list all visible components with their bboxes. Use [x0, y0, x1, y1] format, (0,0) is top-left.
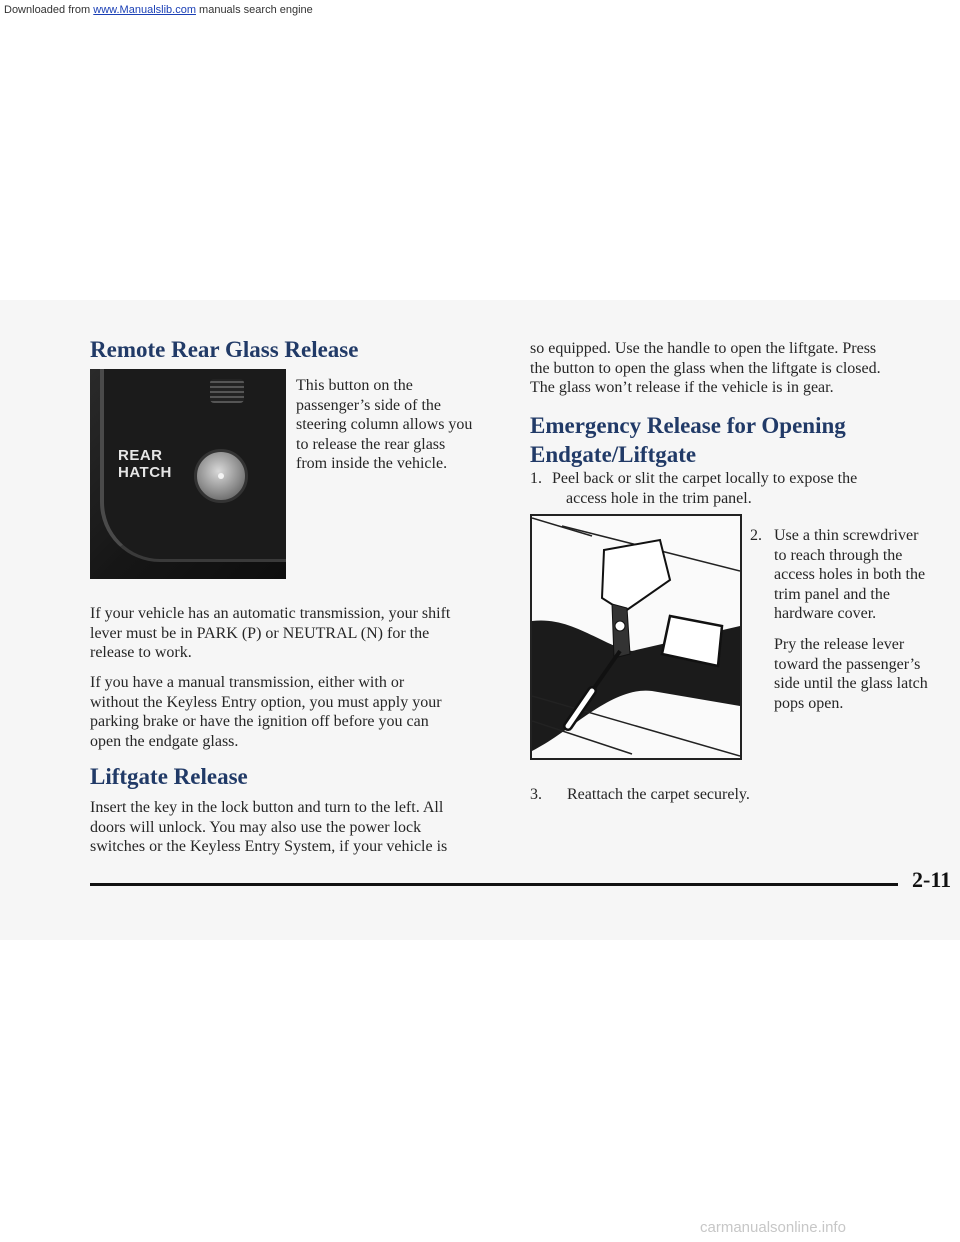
step-line: side until the glass latch — [774, 675, 928, 692]
page-number: 2-11 — [912, 867, 952, 892]
manual-transmission-paragraph — [90, 673, 442, 751]
manualslib-link[interactable]: www.Manualslib.com — [93, 4, 196, 16]
step-number: 2. — [750, 527, 762, 544]
step-3-text: Reattach the carpet securely. — [567, 786, 750, 803]
header-suffix: manuals search engine — [195, 4, 313, 16]
step-line: toward the passenger’s — [774, 655, 921, 673]
button-indicator-dot — [218, 473, 224, 479]
footer-watermark: carmanualsonline.info — [700, 1219, 846, 1236]
paragraph-line: If you have a manual transmission, either with or — [90, 674, 405, 691]
paragraph-line: parking brake or have the ignition off before you can — [90, 713, 429, 730]
heading-liftgate-release: Liftgate Release — [90, 764, 248, 789]
step-1-text — [552, 469, 857, 508]
paragraph-line: without the Keyless Entry option, you must apply your — [90, 693, 442, 711]
intro-line: from inside the vehicle. — [296, 455, 448, 472]
rear-hatch-label — [118, 447, 172, 481]
liftgate-release-paragraph — [90, 798, 447, 857]
step-line: Peel back or slit the carpet locally to expose the — [552, 470, 858, 487]
paragraph-line: lever must be in PARK (P) or NEUTRAL (N) for the — [90, 624, 430, 642]
step-line: Pry the release lever — [774, 636, 905, 653]
rear-hatch-label-line2: HATCH — [118, 464, 172, 481]
heading-line: Emergency Release for Opening — [530, 413, 846, 438]
header-prefix: Downloaded from — [4, 4, 94, 16]
step-line: to reach through the — [774, 546, 903, 564]
rear-glass-release-button — [194, 449, 248, 503]
footer-rule — [90, 883, 898, 886]
rear-hatch-button-photo — [90, 369, 286, 579]
intro-paragraph — [296, 376, 472, 474]
paragraph-line: switches or the Keyless Entry System, if your vehicle is — [90, 838, 448, 855]
download-header — [4, 4, 313, 16]
heading-remote-rear-glass-release: Remote Rear Glass Release — [90, 337, 359, 362]
step-2-continued-text — [774, 635, 928, 713]
step-line: access holes in both the — [774, 566, 926, 583]
step-line: Use a thin screwdriver — [774, 527, 919, 544]
intro-line: steering column allows you — [296, 416, 473, 433]
intro-line: This button on the — [296, 377, 413, 394]
automatic-transmission-paragraph — [90, 604, 450, 663]
step-line: access hole in the trim panel. — [566, 489, 752, 507]
latch-illustration — [532, 516, 740, 758]
paragraph-line: If your vehicle has an automatic transmission, your shift — [90, 605, 451, 622]
paragraph-line: The glass won’t release if the vehicle is in gear. — [530, 379, 834, 396]
step-line: hardware cover. — [774, 605, 877, 622]
heading-line: Endgate/Liftgate — [530, 442, 697, 467]
intro-line: to release the rear glass — [296, 435, 446, 453]
paragraph-line: release to work. — [90, 644, 192, 661]
paragraph-line: so equipped. Use the handle to open the liftgate. Press — [530, 340, 877, 357]
vent-grille — [210, 379, 244, 403]
screwdriver-latch-diagram — [530, 514, 742, 760]
intro-line: passenger’s side of the — [296, 396, 441, 414]
step-line: pops open. — [774, 694, 844, 712]
step-number: 3. — [530, 786, 542, 803]
paragraph-line: Insert the key in the lock button and turn to the left. All — [90, 799, 444, 816]
step-2-text — [774, 526, 925, 624]
paragraph-line: the button to open the glass when the liftgate is closed. — [530, 359, 881, 377]
liftgate-continued-paragraph — [530, 339, 881, 398]
paragraph-line: open the endgate glass. — [90, 732, 239, 750]
step-line: trim panel and the — [774, 585, 890, 603]
rear-hatch-label-line1: REAR — [118, 447, 163, 464]
step-number: 1. — [530, 470, 542, 487]
heading-emergency-release — [530, 411, 846, 469]
paragraph-line: doors will unlock. You may also use the power lock — [90, 818, 422, 836]
